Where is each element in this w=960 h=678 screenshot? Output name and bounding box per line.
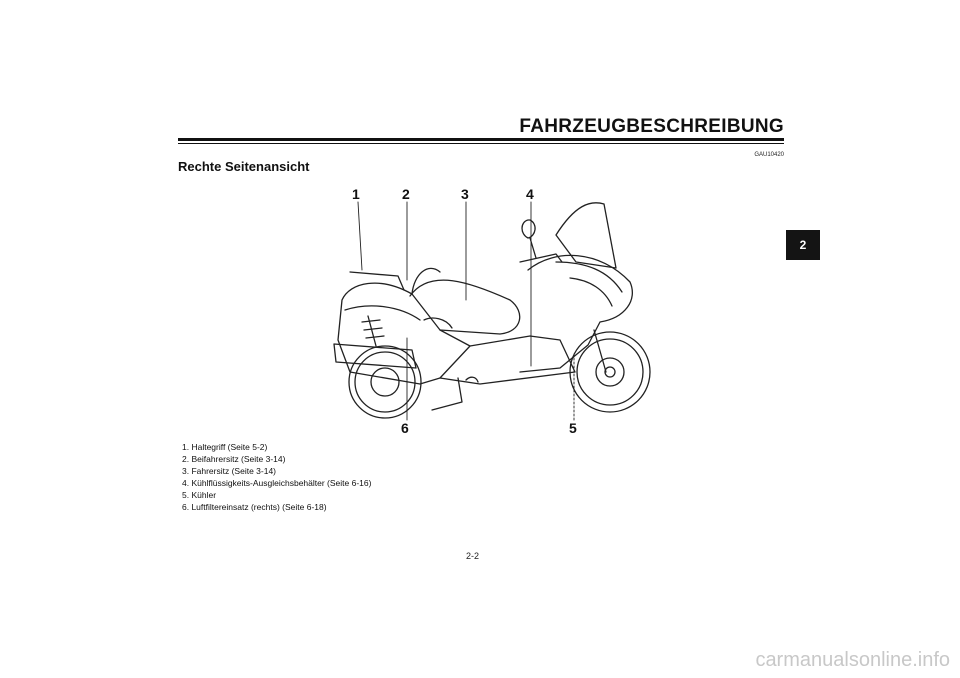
section-heading: Rechte Seitenansicht: [178, 159, 310, 174]
side-stand: [432, 378, 462, 410]
muffler: [334, 344, 416, 368]
front-fairing: [520, 255, 632, 372]
legend-item: 1. Haltegriff (Seite 5-2): [182, 442, 268, 452]
legend-item: 3. Fahrersitz (Seite 3-14): [182, 466, 277, 476]
floorboard: [440, 336, 575, 384]
handlebar: [520, 254, 562, 262]
legend-list: [182, 441, 371, 513]
callout-4: 4: [526, 186, 534, 202]
callout-5: 5: [569, 420, 577, 436]
callout-2: 2: [402, 186, 410, 202]
mirror: [522, 220, 535, 238]
callout-6: 6: [401, 420, 409, 436]
front-wheel: [570, 332, 650, 412]
legend-item: 2. Beifahrersitz (Seite 3-14): [182, 454, 286, 464]
legend-item: 5. Kühler: [182, 490, 217, 500]
watermark: carmanualsonline.info: [755, 649, 950, 671]
windshield: [556, 203, 616, 268]
callout-1: 1: [352, 186, 360, 202]
callout-3: 3: [461, 186, 469, 202]
legend-item: 6. Luftfiltereinsatz (rechts) (Seite 6-18): [182, 502, 327, 512]
legend-item: 4. Kühlflüssigkeits-Ausgleichsbehälter (Seite 6-16): [182, 478, 372, 488]
rider-seat: [410, 280, 520, 334]
page-title: FAHRZEUGBESCHREIBUNG: [519, 116, 784, 137]
chapter-tab: 2: [786, 230, 820, 260]
leader-1: [358, 202, 362, 270]
page-number: 2-2: [466, 551, 480, 561]
document-code: GAU10420: [754, 152, 784, 158]
